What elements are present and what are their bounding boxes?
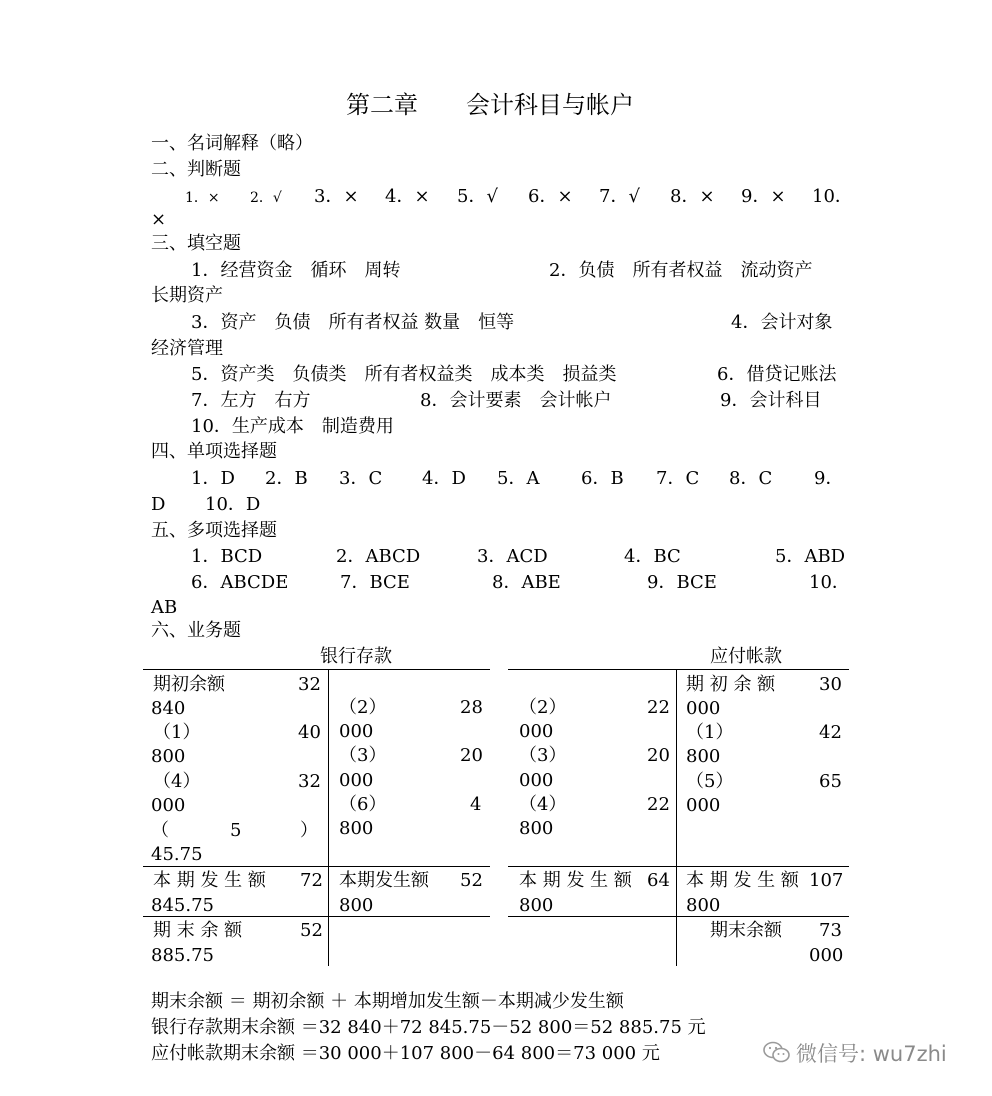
section-5-heading: 五、多项选择题 [151,520,277,541]
account-title: 应付帐款 [710,646,782,667]
ledger-label: 本 期 发 生 额 [519,870,632,891]
single-answer: 5．A [497,468,540,489]
ledger-amount: 107 [809,870,844,891]
tf-answer: 3．× [314,186,359,207]
ledger-amount: 000 [151,795,186,816]
ledger-label: （1） [686,722,734,743]
ledger-label: （2） [339,697,387,718]
fill-answer: 2．负债 所有者权益 流动资产 [549,260,813,281]
ledger-amount: 885.75 [151,945,214,966]
ledger-amount: 4 [470,794,482,815]
ledger-amount: 28 [460,697,483,718]
ledger-amount: 45.75 [151,844,203,865]
multi-answer: 2．ABCD [336,546,421,567]
ledger-amount: 65 [819,771,842,792]
fill-answer: 9．会计科目 [720,390,822,411]
multi-answer: 5．ABD [775,546,846,567]
formula-bank: 银行存款期末余额 ＝32 840＋72 845.75－52 800＝52 885.75 元 [151,1017,706,1038]
ledger-amount: 800 [151,746,186,767]
tf-answer: 5．√ [457,186,498,207]
tf-answer: 1．× [185,190,220,206]
ledger-label: （2） [519,697,567,718]
tf-answer: 2．√ [250,190,282,206]
multi-answer: 9．BCE [647,572,717,593]
section-4-heading: 四、单项选择题 [151,441,277,462]
single-answer-wrap: D [151,494,166,515]
ledger-amount: 800 [339,818,374,839]
ledger-amount: 000 [519,770,554,791]
ledger-label: （3） [519,745,567,766]
account-title: 银行存款 [320,646,392,667]
ledger-label: （3） [339,745,387,766]
multi-answer: 4．BC [624,546,681,567]
tf-answer: 10． [812,186,853,207]
single-answer: 8．C [729,468,773,489]
ledger-amount: 73 [819,920,842,941]
ledger-label: 期 初 余 额 [686,674,776,695]
single-answer: 3．C [339,468,383,489]
ledger-label: 期末余额 [710,920,782,941]
fill-answer: 3．资产 负债 所有者权益 数量 恒等 [191,312,515,333]
tf-answer: 6．× [528,186,573,207]
multi-answer: 3．ACD [477,546,548,567]
section-3-heading: 三、填空题 [151,233,241,254]
ledger-amount: 000 [686,698,721,719]
account-total-rule [143,866,490,867]
multi-answer: 10． [809,572,850,593]
account-divider [676,669,677,966]
tf-answer: 7．√ [599,186,640,207]
multi-answer-wrap: AB [151,597,178,618]
ledger-label: 5 [230,820,242,841]
formula-general: 期末余额 ＝ 期初余额 ＋ 本期增加发生额－本期减少发生额 [151,991,624,1012]
ledger-amount: 800 [519,895,554,916]
ledger-amount: 20 [647,745,670,766]
ledger-label: 本 期 发 生 额 [153,870,266,891]
ledger-amount: 42 [819,722,842,743]
formula-payable: 应付帐款期末余额 ＝30 000＋107 800－64 800＝73 000 元 [151,1043,660,1064]
fill-answer-wrap: 经济管理 [151,338,223,359]
ledger-label: 期初余额 [153,674,225,695]
fill-answer-wrap: 长期资产 [151,285,223,306]
tf-answer: 4．× [385,186,430,207]
multi-answer: 1．BCD [191,546,263,567]
wechat-icon [762,1040,792,1064]
account-top-rule [508,669,849,670]
tf-answer: 9．× [741,186,786,207]
page-title: 第二章 会计科目与帐户 [346,91,634,119]
ledger-label: （5） [686,771,734,792]
ledger-amount: 000 [339,721,374,742]
account-divider [328,669,329,966]
ledger-amount: 800 [339,895,374,916]
ledger-amount: 840 [151,698,186,719]
ledger-amount: 64 [647,870,670,891]
ledger-amount: 000 [686,795,721,816]
ledger-amount: 000 [519,721,554,742]
fill-answer: 8．会计要素 会计帐户 [420,390,612,411]
ledger-amount: 30 [819,674,842,695]
ledger-amount: 20 [460,745,483,766]
ledger-label: 本期发生额 [339,870,429,891]
ledger-label: （6） [339,794,387,815]
fill-answer: 5．资产类 负债类 所有者权益类 成本类 损益类 [191,364,617,385]
single-answer: 7．C [656,468,700,489]
fill-answer: 4．会计对象 [731,312,833,333]
section-6-heading: 六、业务题 [151,620,241,641]
ledger-label: （ [151,820,169,841]
ledger-amount: 800 [686,746,721,767]
single-answer: 4．D [422,468,466,489]
ledger-amount: 845.75 [151,895,214,916]
single-answer: 9． [814,468,844,489]
ledger-label: ） [300,820,318,841]
section-2-heading: 二、判断题 [151,159,241,180]
ledger-label: （4） [153,771,201,792]
account-ending-rule [508,916,849,917]
account-total-rule [508,866,849,867]
tf-answer-wrap: × [151,209,167,230]
ledger-amount: 800 [686,895,721,916]
ledger-amount: 800 [519,818,554,839]
ledger-label: （4） [519,794,567,815]
fill-answer: 7．左方 右方 [191,390,311,411]
fill-answer: 10．生产成本 制造费用 [191,416,394,437]
tf-answer: 8．× [670,186,715,207]
ledger-amount: 000 [809,945,844,966]
ledger-amount: 22 [647,794,670,815]
ledger-label: 期 末 余 额 [153,920,243,941]
ledger-amount: 000 [339,770,374,791]
single-answer: 1．D [191,468,235,489]
ledger-amount: 32 [298,674,321,695]
section-1-heading: 一、名词解释（略） [151,133,313,154]
ledger-amount: 32 [298,771,321,792]
ledger-amount: 72 [300,870,323,891]
ledger-amount: 52 [300,920,323,941]
multi-answer: 7．BCE [340,572,410,593]
ledger-label: 本 期 发 生 额 [686,870,799,891]
multi-answer: 6．ABCDE [191,572,289,593]
fill-answer: 1．经营资金 循环 周转 [191,260,401,281]
single-answer: 2．B [265,468,308,489]
single-answer: 6．B [581,468,624,489]
ledger-amount: 22 [647,697,670,718]
ledger-amount: 40 [298,722,321,743]
ledger-label: （1） [153,722,201,743]
multi-answer: 8．ABE [492,572,561,593]
fill-answer: 6．借贷记账法 [717,364,837,385]
account-top-rule [143,669,490,670]
ledger-amount: 52 [460,870,483,891]
watermark-text: 微信号: wu7zhi [796,1042,947,1066]
single-answer: 10．D [205,494,261,515]
